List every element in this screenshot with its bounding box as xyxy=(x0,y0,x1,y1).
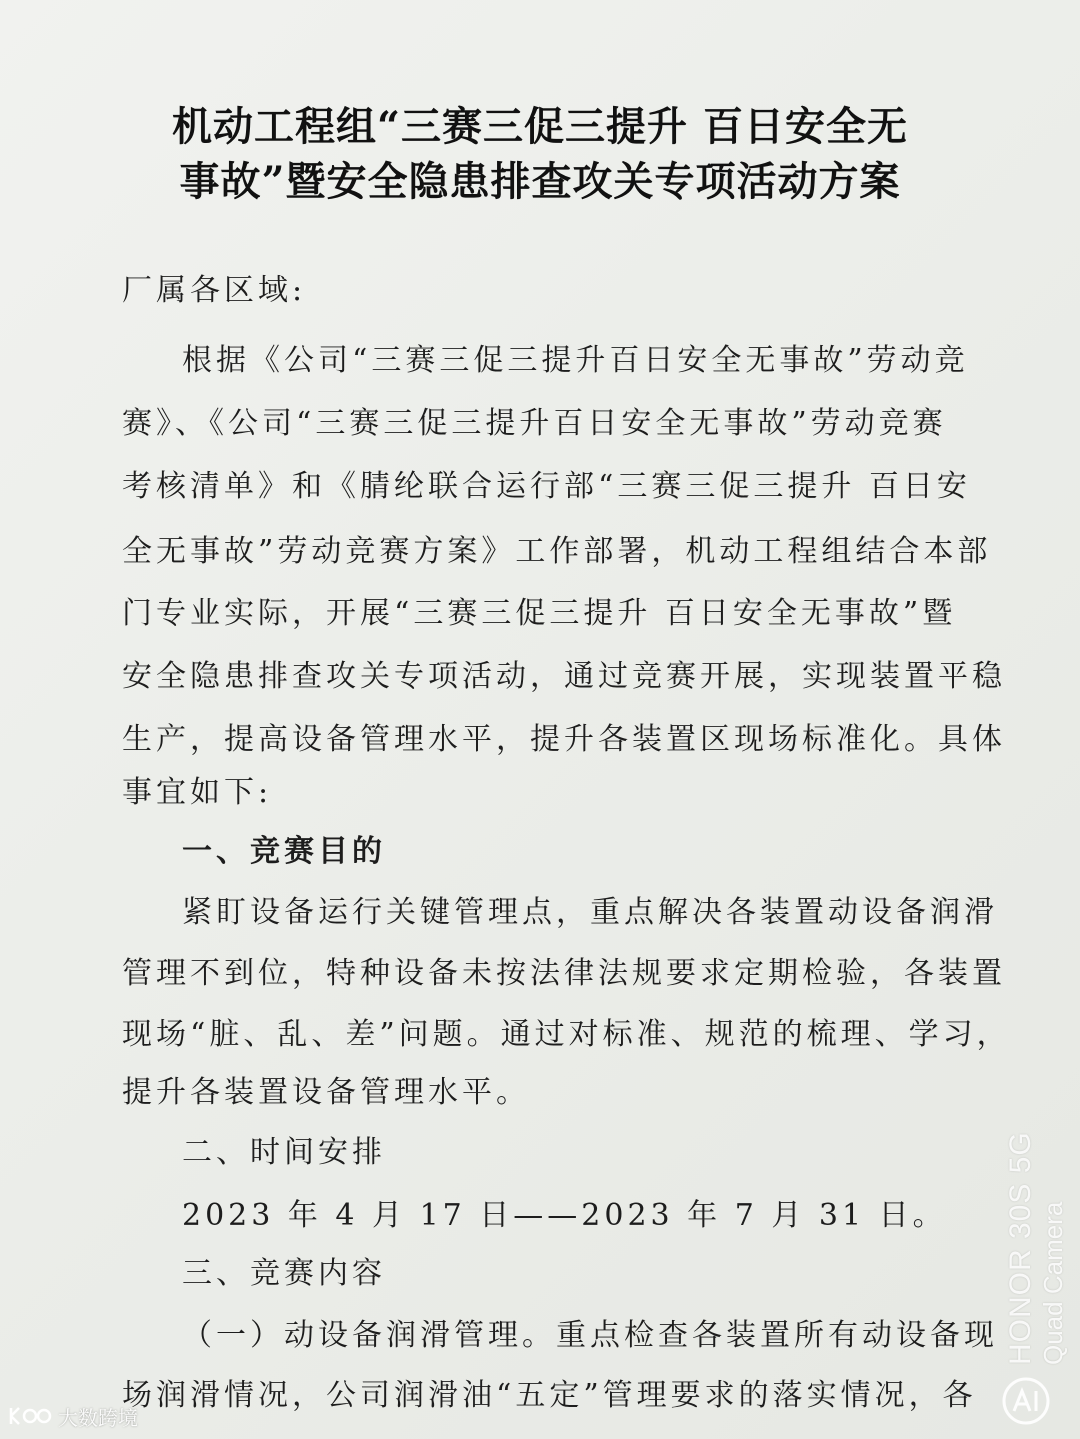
body-line: 生产，提高设备管理水平，提升各装置区现场标准化。具体 xyxy=(122,722,1006,757)
body-line: （一）动设备润滑管理。重点检查各装置所有动设备现 xyxy=(182,1318,998,1353)
body-line: 赛》、《公司“三赛三促三提升百日安全无事故”劳动竞赛 xyxy=(122,406,947,441)
section-heading-3: 三、竞赛内容 xyxy=(182,1256,386,1291)
camera-subtitle-text: Quad Camera xyxy=(1038,1201,1068,1365)
document-title-line-2: 事故”暨安全隐患排查攻关专项活动方案 xyxy=(179,158,901,205)
body-line: 场润滑情况，公司润滑油“五定”管理要求的落实情况，各 xyxy=(122,1378,977,1413)
body-line: 管理不到位，特种设备未按法律法规要求定期检验，各装置 xyxy=(122,956,1006,991)
body-line: 全无事故”劳动竞赛方案》工作部署，机动工程组结合本部 xyxy=(122,534,992,569)
body-line: 根据《公司“三赛三促三提升百日安全无事故”劳动竞 xyxy=(182,343,969,378)
section-heading-2: 二、时间安排 xyxy=(182,1135,386,1170)
document-title-line-1: 机动工程组“三赛三促三提升 百日安全无 xyxy=(172,103,908,150)
source-watermark-text: 大数跨境 xyxy=(58,1405,138,1430)
body-line: 安全隐患排查攻关专项活动，通过竞赛开展，实现装置平稳 xyxy=(122,659,1006,694)
body-line: 事宜如下: xyxy=(122,775,273,810)
body-line: 考核清单》和《腈纶联合运行部“三赛三促三提升 百日安 xyxy=(122,469,971,504)
salutation: 厂属各区域: xyxy=(122,273,307,308)
schedule-line: 2023 年 4 月 17 日——2023 年 7 月 31 日。 xyxy=(182,1198,947,1233)
body-line: 门专业实际，开展“三赛三促三提升 百日安全无事故”暨 xyxy=(122,596,957,631)
source-watermark xyxy=(8,1400,138,1432)
brand-logo-icon xyxy=(8,1404,52,1428)
ai-camera-icon xyxy=(1000,1375,1052,1427)
camera-watermark xyxy=(1000,1110,1080,1370)
camera-model-text: HONOR 30S 5G xyxy=(1004,1131,1037,1365)
body-line: 提升各装置设备管理水平。 xyxy=(122,1075,530,1110)
body-line: 现场“脏、乱、差”问题。通过对标准、规范的梳理、学习， xyxy=(122,1017,1011,1052)
body-line: 紧盯设备运行关键管理点，重点解决各装置动设备润滑 xyxy=(182,895,998,930)
section-heading-1: 一、竞赛目的 xyxy=(182,834,386,869)
